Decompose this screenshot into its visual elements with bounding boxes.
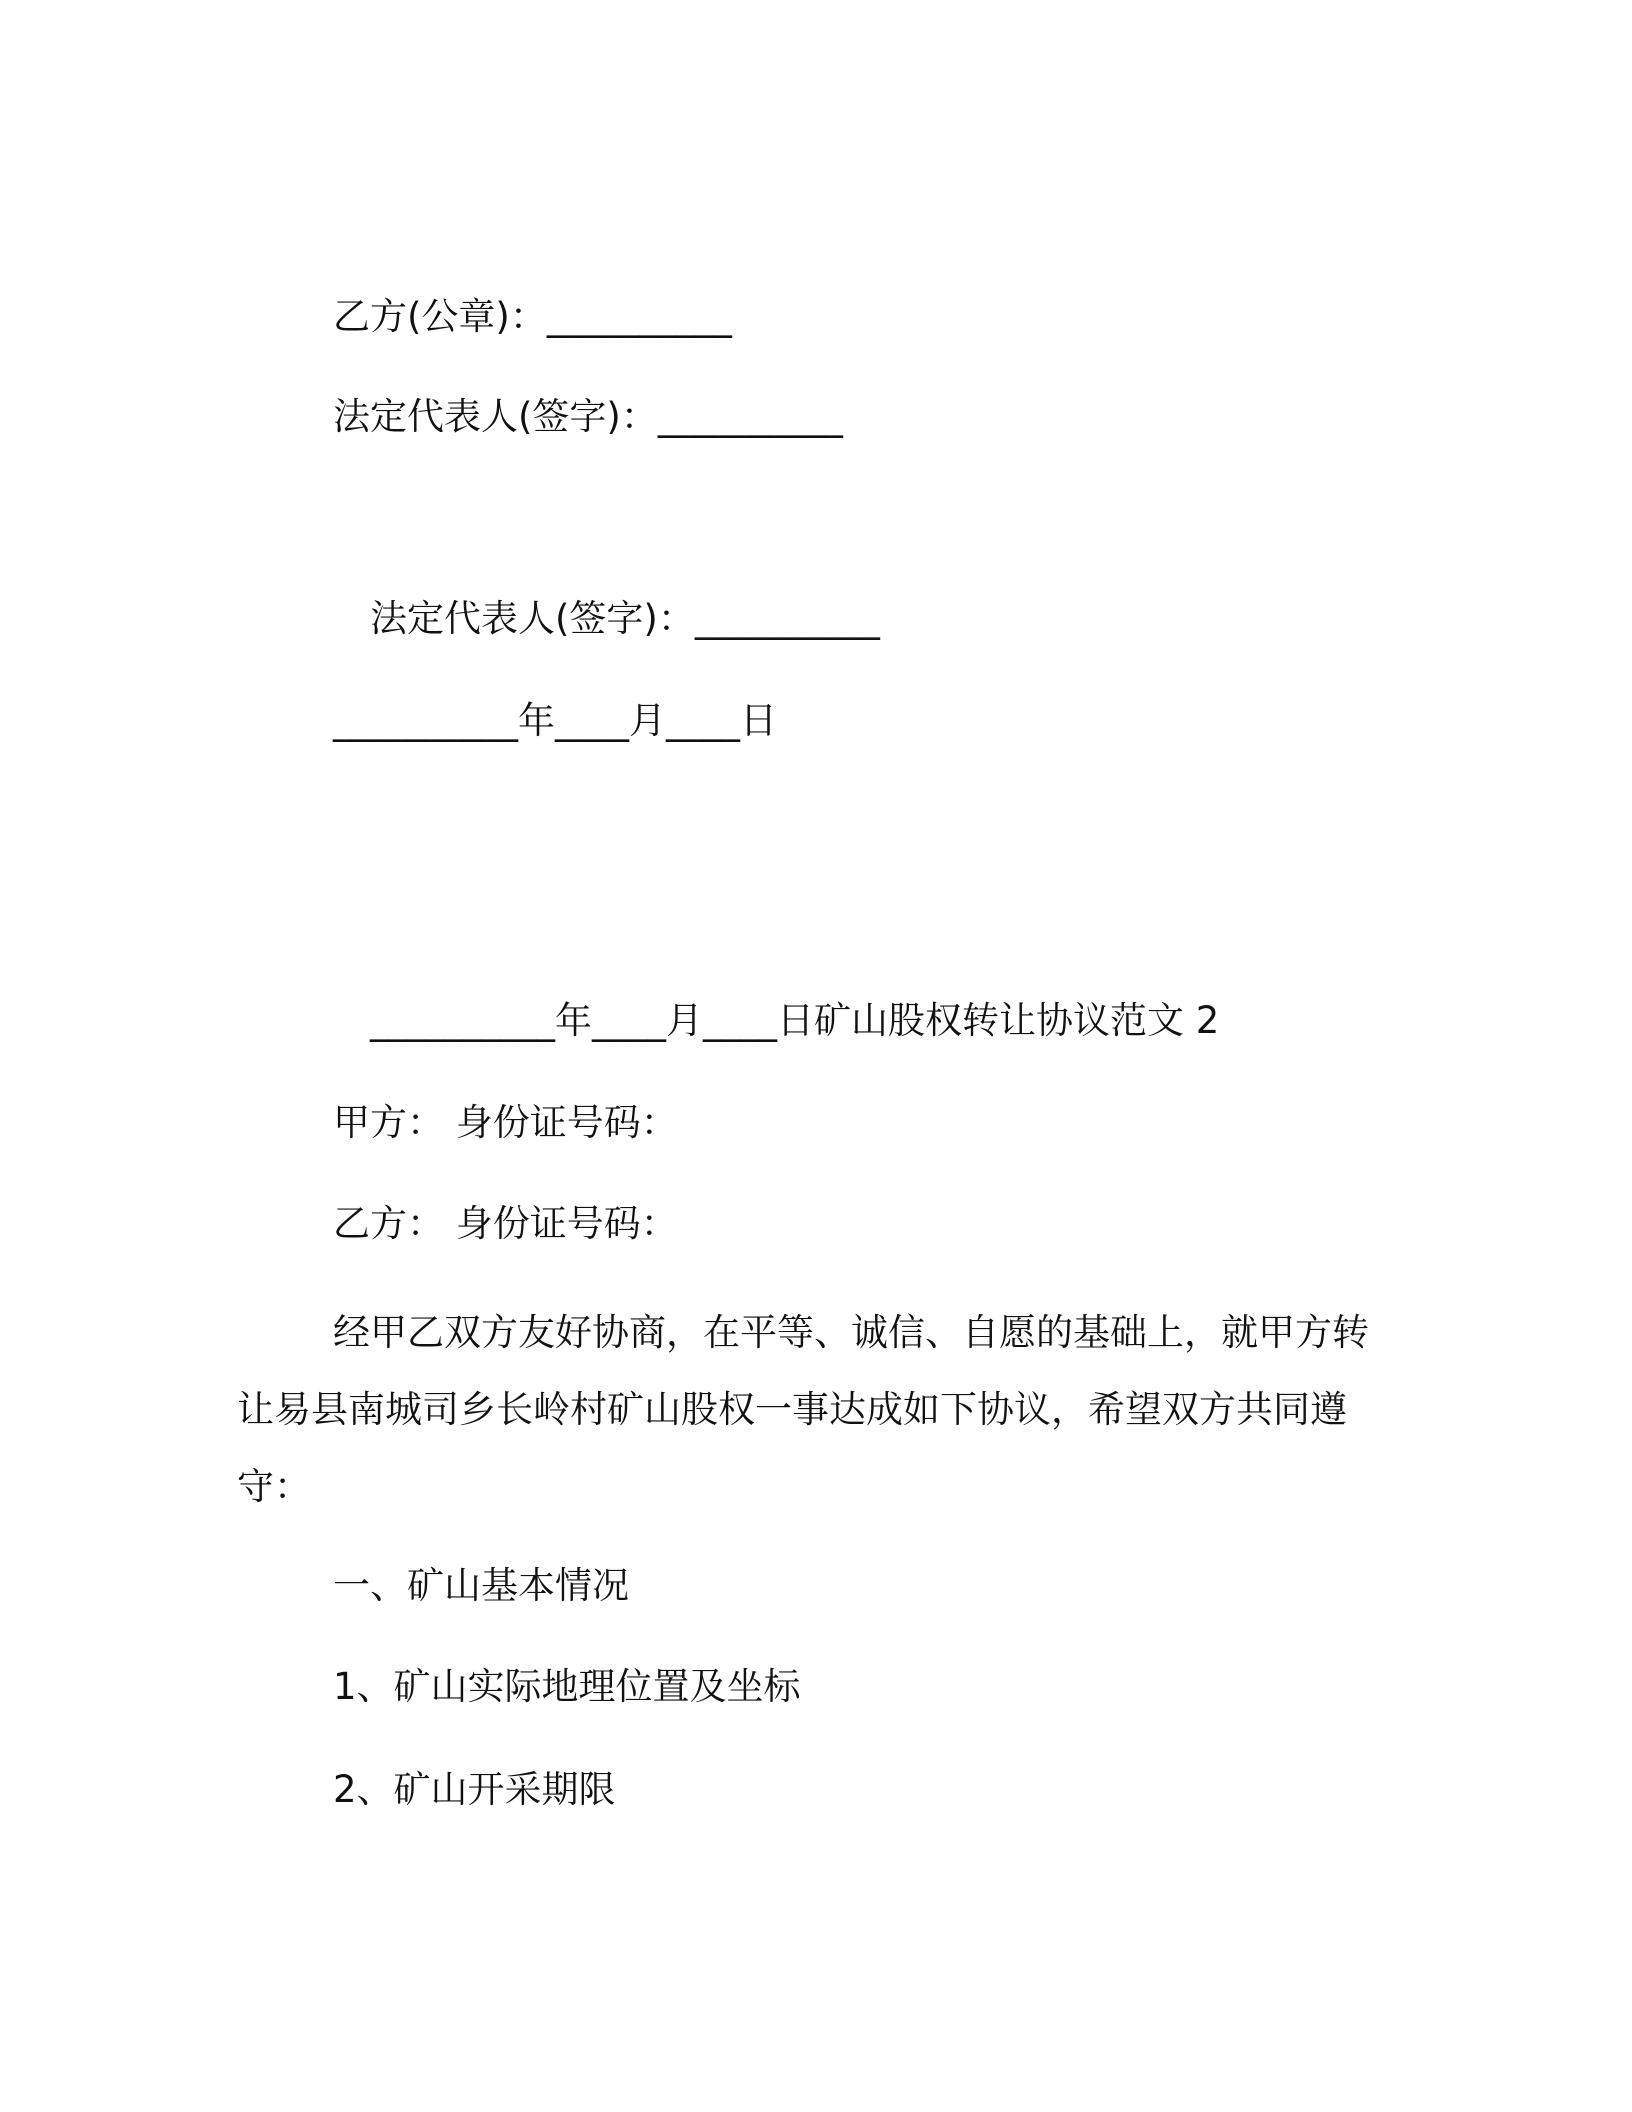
list-item-mining-period: 2、矿山开采期限 bbox=[333, 1768, 616, 1811]
list-item-location: 1、矿山实际地理位置及坐标 bbox=[333, 1665, 801, 1708]
date-line: __________年____月____日 bbox=[333, 699, 777, 742]
agreement-intro-paragraph: 经甲乙双方友好协商，在平等、诚信、自愿的基础上，就甲方转让易县南城司乡长岭村矿山股权一事达成如下协议，希望双方共同遵守： bbox=[237, 1311, 1369, 1508]
legal-representative-signature-line: 法定代表人(签字)：__________ bbox=[333, 395, 843, 438]
section-1-heading: 一、矿山基本情况 bbox=[333, 1564, 629, 1607]
party-a-id-line: 甲方： 身份证号码： bbox=[333, 1101, 678, 1144]
agreement-title: __________年____月____日矿山股权转让协议范文 2 bbox=[370, 999, 1220, 1042]
legal-representative-signature-line-2: 法定代表人(签字)：__________ bbox=[370, 597, 880, 640]
party-b-id-line: 乙方： 身份证号码： bbox=[333, 1202, 678, 1245]
party-b-seal-line: 乙方(公章)：__________ bbox=[333, 295, 732, 338]
